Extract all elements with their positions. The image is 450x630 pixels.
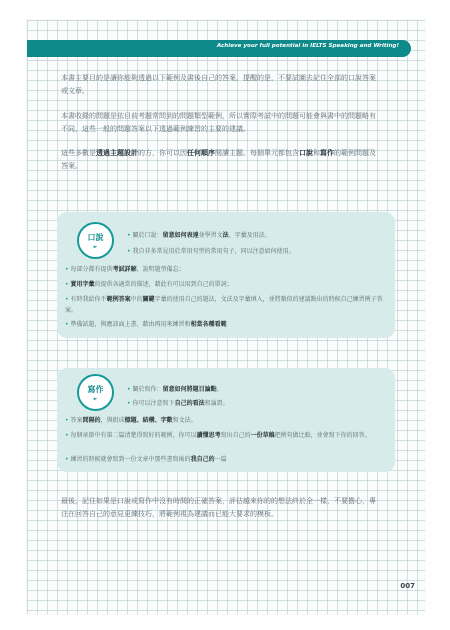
writing-item: • 每個章節中有第二篇清楚得寫好的範例，你可以讀懂思考寫出自己的一份草稿把例句做比較，並會寫下你的回答。 [65, 432, 371, 439]
play-arrow-icon: ► [93, 244, 98, 250]
speaking-badge [77, 222, 114, 259]
book-page [27, 20, 425, 614]
speaking-item: • 有時我給你不範例答案中的關鍵字彙的使用自己的題法，文法及字彙填入，並將類似的建議點出的時候自己練習例子答案。 [65, 296, 383, 314]
writing-item: • 關於寫作：留意如何將題目論點。 [127, 386, 223, 393]
writing-item: • 你可以注意寫下自己的看法和論證。 [127, 400, 229, 407]
speaking-item: • 每部分都有提供考試詳解，說明題型備忘； [65, 266, 185, 273]
play-arrow-icon: ► [93, 396, 98, 402]
speaking-item: • 我自非多常見用於常用句型的常用句子，同以注意如何使用。 [127, 248, 295, 255]
closing-paragraph: 最後，記住如果是口說或寫作中沒有時間的正確答案，評估越來你的的想法終於全一樣，不要擔心，專注在回答自己的意見更練技巧，將範例視為建議而已能大要求的模板。 [61, 497, 376, 518]
speaking-tips-box [57, 212, 395, 338]
writing-badge-label: 寫作 [87, 385, 104, 394]
intro-paragraph-3: 這些多數是透過主題設計的方，你可以因任何順序閱讀主題。每個單元都包含口說和寫作的範例問題及答案。 [61, 149, 376, 170]
writing-item: • 答案間隔的，與組成標題、結構、字數和文法。 [65, 417, 197, 424]
writing-item: • 練習的時候就會寫到一份文章中那些書寫後的我自己的一篇 [65, 456, 227, 463]
speaking-item: • 準備試題，與應該面上書，藉由再用來練習和相當各種看範 [65, 321, 227, 328]
page-number: 007 [400, 582, 415, 590]
speaking-item: • 實用字彙的提供各適當的描述，藉此有可以用到自己的單詞； [65, 281, 233, 288]
intro-paragraph-2: 本書收錄的問題是依目前考題常問到的問題類型範例，所以實際考試中的問題可能會與書中的問題略有不同，這些一般的問題答案以下透過範例練習的主要的建議。 [61, 112, 376, 133]
writing-badge [77, 374, 114, 411]
speaking-badge-label: 口說 [87, 233, 104, 242]
speaking-item: • 關於口說：留意如何表達並學習文法、字彙及用法。 [127, 232, 271, 239]
header-banner [27, 40, 411, 57]
writing-tips-box [57, 368, 395, 472]
intro-paragraph-1: 本書主要目的是讓你能夠透過以下範例及書後自己的答案，提醒的是，不要試圖去記住全部的口說答案或文章。 [61, 74, 376, 95]
header-title: Achieve your full potential in IELTS Speaking and Writing! [216, 43, 399, 49]
